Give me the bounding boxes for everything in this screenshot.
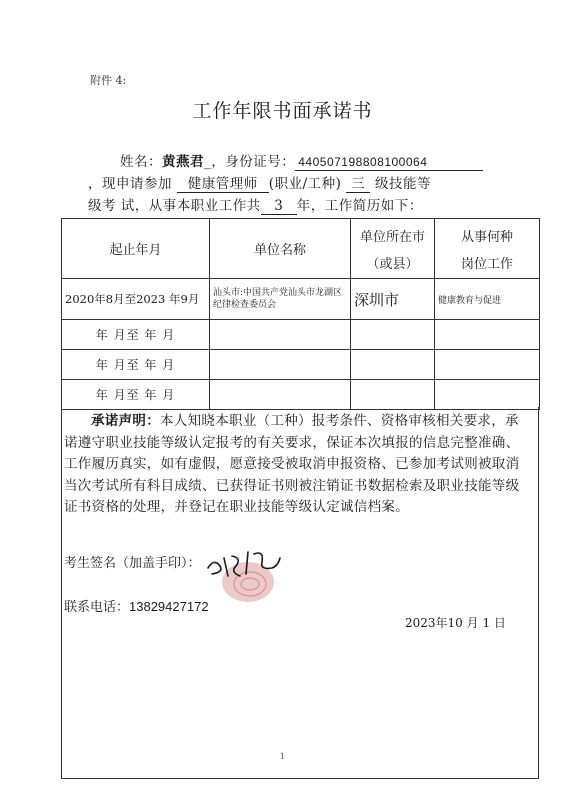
name-label: 姓名： xyxy=(120,154,162,170)
position-cell xyxy=(435,350,540,380)
table-row xyxy=(62,380,540,410)
years-field: 3 xyxy=(261,199,297,215)
unit-cell xyxy=(210,320,351,350)
level-suffix: 级技能等 xyxy=(374,176,431,192)
signature-label: 考生签名（加盖手印）： xyxy=(64,556,201,571)
header-city-line2: （或县） xyxy=(366,256,419,272)
statement-body: 本人知晓本职业（工种）报考条件、资格审核相关要求，承诺遵守职业技能等级认定报考的有关要求，保证本次填报的信息完整准确、工作履历真实，如有虚假，愿意接受被取消申报资格、已参加考试则被取消当次考试所有科目成绩、已获得证书则被注销证书数据检索及职业技能等级证书资格的处理，并登记在职业技能等级认定诚信档案。 xyxy=(64,413,520,515)
table-row xyxy=(62,350,540,380)
city-cell xyxy=(351,320,435,350)
header-period: 起止年月 xyxy=(62,219,210,279)
unit-cell xyxy=(210,350,351,380)
phone-value: 13829427172 xyxy=(129,599,209,614)
phone-label: 联系电话： xyxy=(64,600,130,615)
intro-line-2 xyxy=(88,172,431,193)
header-city-line1: 单位所在市 xyxy=(359,229,425,245)
page-number: 1 xyxy=(279,752,286,761)
period-cell: 年 月至 年 月 xyxy=(62,350,210,380)
table-row xyxy=(62,279,540,320)
apply-prefix: ，现申请参加 xyxy=(88,176,172,192)
document-title: 工作年限书面承诺书 xyxy=(192,100,373,122)
position-cell xyxy=(435,320,540,350)
phone-line xyxy=(64,596,209,615)
header-pos-line1: 从事何种 xyxy=(460,229,513,245)
period-cell: 年 月至 年 月 xyxy=(62,320,210,350)
signing-date: 2023年10 月 1 日 xyxy=(405,616,506,630)
period-cell: 年 月至 年 月 xyxy=(62,380,210,410)
header-city xyxy=(351,219,435,279)
name-suffix: _， xyxy=(204,154,226,170)
name-value: 黄燕君 xyxy=(162,154,204,170)
header-pos-line2: 岗位工作 xyxy=(460,256,513,272)
exam-suffix: 年，工作简历如下： xyxy=(296,198,423,214)
attachment-label: 附件 4: xyxy=(90,74,127,87)
statement-label: 承诺声明： xyxy=(91,413,160,429)
intro-line-3 xyxy=(88,194,423,215)
position-cell xyxy=(435,380,540,410)
period-cell: 2020年8月至2023 年9月 xyxy=(62,279,210,320)
table-row xyxy=(62,320,540,350)
table-header-row xyxy=(62,219,540,279)
city-cell xyxy=(351,350,435,380)
occupation-suffix: (职业/工种) xyxy=(268,176,342,192)
position-cell: 健康教育与促进 xyxy=(435,279,540,320)
statement-text xyxy=(64,411,524,519)
occupation-field: 健康管理师 xyxy=(177,177,269,193)
signature-fingerprint-image xyxy=(204,542,288,604)
intro-line-1 xyxy=(120,150,483,171)
level-field: 三 xyxy=(346,177,370,193)
header-position xyxy=(435,219,540,279)
unit-cell: 汕头市:中国共产党汕头市龙湖区纪律检查委员会 xyxy=(210,279,351,320)
id-number-field: 440507198808100064 xyxy=(295,155,483,171)
exam-prefix: 级考 试，从事本职业工作共 xyxy=(88,198,261,214)
city-cell xyxy=(351,380,435,410)
id-label: 身份证号： xyxy=(225,154,296,170)
unit-cell xyxy=(210,380,351,410)
header-unit: 单位名称 xyxy=(210,219,351,279)
work-history-table xyxy=(61,218,540,410)
city-cell: 深圳市 xyxy=(351,279,435,320)
